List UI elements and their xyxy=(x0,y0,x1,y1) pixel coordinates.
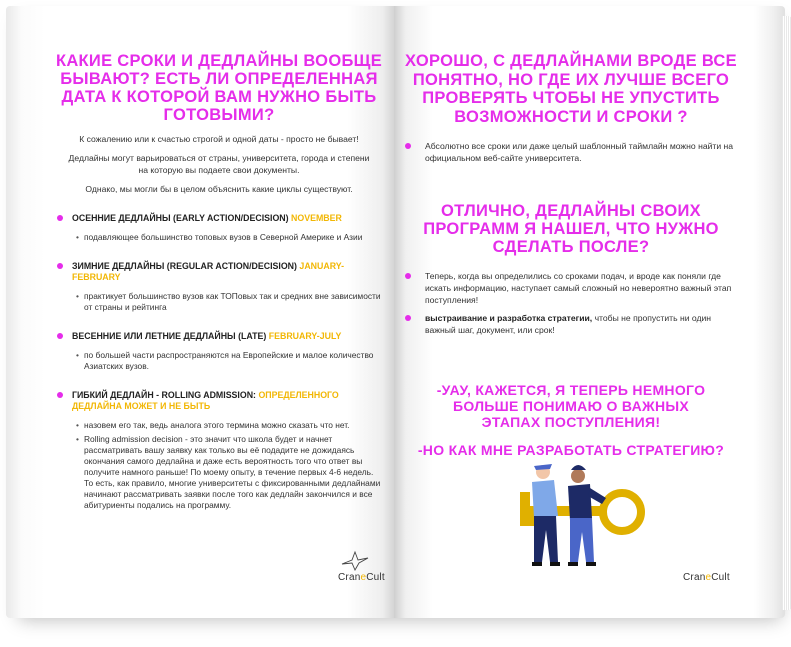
strategy-note: Теперь, когда вы определились со сроками подач, и вроде как поняли где искать информацию, наступает самый сложный но невероятно важный этап поступления! xyxy=(401,270,741,306)
bullet-dot-icon xyxy=(57,215,63,221)
deadline-highlight: FEBRUARY-JULY xyxy=(268,331,342,341)
bullet-dot-icon xyxy=(405,143,411,149)
left-paragraph-1: К сожалению или к счастью строгой и одной даты - просто не бывает! xyxy=(79,134,359,144)
website-note: Абсолютно все сроки или даже целый шаблонный таймлайн можно найти на официальном веб-сайте университета. xyxy=(401,140,741,164)
brand-logo: CraneCult xyxy=(338,572,385,583)
sub-bullet-icon: • xyxy=(76,420,79,430)
brand-logo: CraneCult xyxy=(683,572,730,583)
deadline-note: практикует большинство вузов как ТОПовых так и средних вне зависимости от страны и рейтинга xyxy=(84,291,381,312)
deadline-title: ГИБКИЙ ДЕДЛАЙН - ROLLING ADMISSION: xyxy=(72,390,259,400)
left-page-content xyxy=(54,52,384,511)
deadline-highlight: JANUARY-FEBRUARY xyxy=(72,261,345,282)
crane-logo-icon xyxy=(340,550,370,572)
open-book xyxy=(6,6,785,618)
deadline-note: подавляющее большинство топовых вузов в Северной Америке и Азии xyxy=(84,232,363,242)
deadline-note: по большей части распространяются на Европейские и малое количество Азиатских вузов. xyxy=(84,350,374,371)
strategy-item: выстраивание и разработка стратегии, чтобы не пропустить ни один важный шаг, документ, или срок! xyxy=(401,312,741,336)
deadline-title: ВЕСЕННИЕ ИЛИ ЛЕТНИЕ ДЕДЛАЙНЫ (LATE) xyxy=(72,331,269,341)
quote-2: -НО КАК МНЕ РАЗРАБОТАТЬ СТРАТЕГИЮ? xyxy=(417,442,725,458)
right-heading-1: ХОРОШО, С ДЕДЛАЙНАМИ ВРОДЕ ВСЕ ПОНЯТНО, НО ГДЕ ИХ ЛУЧШЕ ВСЕГО ПРОВЕРЯТЬ ЧТОБЫ НЕ УПУСТИТЬ ВОЗМОЖНОСТИ И СРОКИ ? xyxy=(405,52,737,126)
deadline-note: назовем его так, ведь аналога этого термина можно сказать что нет. xyxy=(84,420,350,430)
bullet-dot-icon xyxy=(405,273,411,279)
deadline-highlight: ОПРЕДЕЛЕННОГО ДЕДЛАЙНА МОЖЕТ И НЕ БЫТЬ xyxy=(72,390,339,411)
people-with-key-illustration xyxy=(506,458,656,570)
bullet-dot-icon xyxy=(57,333,63,339)
deadline-item-autumn xyxy=(54,213,384,243)
sub-bullet-icon: • xyxy=(76,350,79,360)
sub-bullet-icon: • xyxy=(76,232,79,242)
deadline-item-winter xyxy=(54,261,384,313)
bullet-dot-icon xyxy=(57,263,63,269)
page-edges xyxy=(782,16,791,610)
deadline-highlight: NOVEMBER xyxy=(291,213,342,223)
deadline-title: ЗИМНИЕ ДЕДЛАЙНЫ (REGULAR ACTION/DECISION) xyxy=(72,261,300,271)
left-heading: КАКИЕ СРОКИ И ДЕДЛАЙНЫ ВООБЩЕ БЫВАЮТ? ЕСТЬ ЛИ ОПРЕДЕЛЕННАЯ ДАТА К КОТОРОЙ ВАМ НУЖНО БЫТЬ ГОТОВЫМИ? xyxy=(55,52,383,124)
deadline-item-rolling xyxy=(54,390,384,511)
deadline-title: ОСЕННИЕ ДЕДЛАЙНЫ (EARLY ACTION/DECISION) xyxy=(72,213,292,223)
deadline-item-spring xyxy=(54,331,384,372)
sub-bullet-icon: • xyxy=(76,291,79,301)
sub-bullet-icon: • xyxy=(76,434,79,444)
right-heading-2: ОТЛИЧНО, ДЕДЛАЙНЫ СВОИХ ПРОГРАММ Я НАШЕЛ, ЧТО НУЖНО СДЕЛАТЬ ПОСЛЕ? xyxy=(423,202,719,256)
bullet-dot-icon xyxy=(405,315,411,321)
left-page xyxy=(6,6,394,618)
right-page-content xyxy=(401,52,741,458)
bullet-dot-icon xyxy=(57,392,63,398)
quote-1: -УАУ, КАЖЕТСЯ, Я ТЕПЕРЬ НЕМНОГО БОЛЬШЕ ПОНИМАЮ О ВАЖНЫХ ЭТАПАХ ПОСТУПЛЕНИЯ! xyxy=(436,382,706,430)
left-paragraph-2: Дедлайны могут варьироваться от страны, университета, города и степени на которую вы подаете свои документы. xyxy=(68,153,370,175)
deadline-note: Rolling admission decision - это значит что школа будет и начнет рассматривать вашу заявку как только вы её подадите не дожидаясь окончания самого дедлайна и даже есть вероятность того что ответ вы получите намного раньше! По моему опыту, в течение первых 4-6 недель. То есть, как правило, многие университеты с фиксированными дедлайнами начинают рассматривать заявки после того как дедлайн закончился и все абитуриенты подались на программу. xyxy=(84,434,381,510)
left-paragraph-3: Однако, мы могли бы в целом объяснить какие циклы существуют. xyxy=(85,184,353,194)
